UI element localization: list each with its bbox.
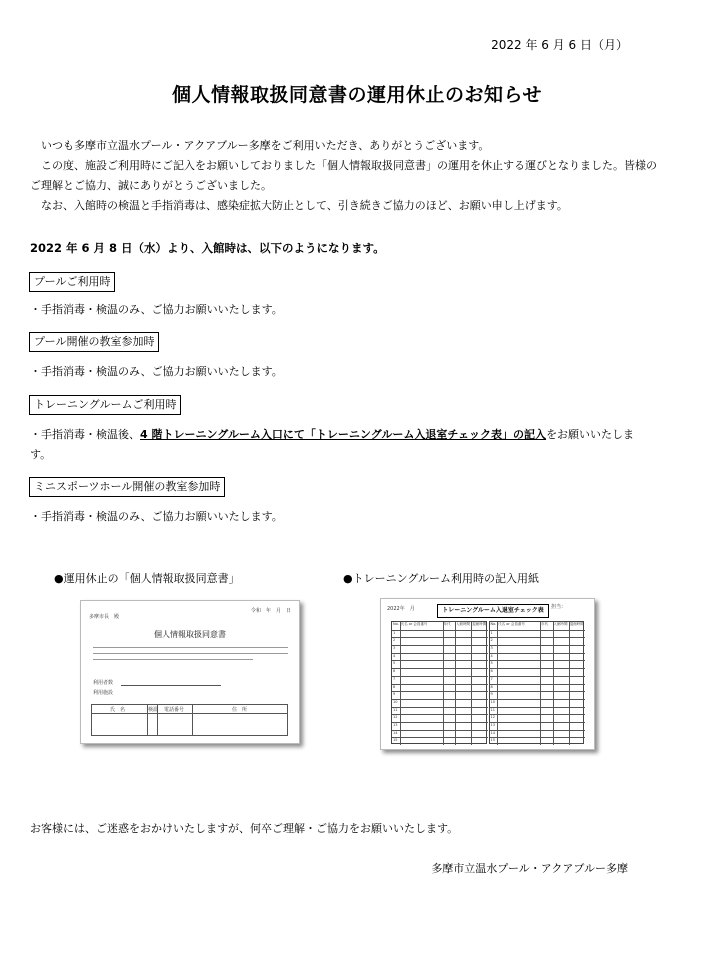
footer-message: お客様には、ご迷惑をおかけいたしますが、何卒ご理解・ご協力をお願いいたします。 [30, 822, 459, 835]
checkin-sheet-row-number: 9 [393, 692, 396, 697]
checkin-sheet-side [391, 621, 487, 744]
consent-form-row-2: 利用施設 [93, 690, 114, 696]
checkin-sheet-row-number: 11 [393, 707, 398, 712]
training-text-pre: ・手指消毒・検温後、 [30, 428, 140, 441]
notice-date: 2022 年 6 月 6 日（月） [491, 38, 628, 52]
consent-form-image [80, 600, 300, 744]
checkin-sheet-row-number: 7 [393, 676, 396, 681]
left-figure-caption: ●運用休止の「個人情報取扱同意書」 [54, 572, 240, 585]
checkin-sheet-row-number: 5 [490, 661, 493, 666]
checkin-sheet-row-number: 7 [490, 676, 493, 681]
checkin-sheet-row-number: 12 [393, 715, 398, 720]
section-text-pool: ・手指消毒・検温のみ、ご協力お願いいたします。 [30, 303, 283, 316]
checkin-sheet-grid [391, 621, 586, 744]
checkin-sheet-col-header: 氏名 or 会員番号 [400, 622, 428, 626]
checkin-sheet-row-number: 1 [490, 630, 493, 635]
section-heading-pool: プールご利用時 [29, 272, 115, 292]
checkin-sheet-row-number: 4 [393, 653, 396, 658]
checkin-sheet-row-number: 1 [393, 630, 396, 635]
checkin-sheet-row-number: 15 [490, 738, 495, 743]
footer-organization: 多摩市立温水プール・アクアブルー多摩 [431, 862, 628, 875]
right-figure-caption: ●トレーニングルーム利用時の記入用紙 [343, 572, 540, 585]
checkin-sheet-row-number: 14 [393, 730, 398, 735]
checkin-sheet-row-number: 11 [490, 707, 495, 712]
checkin-sheet-row-number: 3 [393, 646, 396, 651]
checkin-sheet-row-number: 4 [490, 653, 493, 658]
training-text-post: をお願いいたします。 [30, 428, 635, 461]
checkin-sheet-row-number: 13 [490, 722, 495, 727]
consent-form-to: 多摩市長 殿 [89, 614, 120, 620]
section-text-mini-sports-hall: ・手指消毒・検温のみ、ご協力お願いいたします。 [30, 510, 283, 523]
checkin-sheet-row-number: 15 [393, 738, 398, 743]
checkin-sheet-row-number: 10 [490, 699, 495, 704]
section-heading-training-room: トレーニングルームご利用時 [29, 395, 181, 415]
checkin-sheet-row-number: 13 [393, 722, 398, 727]
checkin-sheet-title: トレーニングルーム入退室チェック表 [437, 604, 549, 618]
intro-text [30, 136, 660, 216]
checkin-sheet-col-header: 入館時間 [553, 622, 568, 626]
intro-paragraph-1: いつも多摩市立温水プール・アクアブルー多摩をご利用いただき、ありがとうございます。 [41, 139, 490, 152]
checkin-sheet-col-header: No. [393, 622, 399, 626]
section-text-training-room [30, 425, 650, 465]
section-text-pool-class: ・手指消毒・検温のみ、ご協力お願いいたします。 [30, 365, 283, 378]
consent-form-date: 令和 年 月 日 [251, 608, 292, 614]
checkin-sheet-row-number: 8 [490, 684, 493, 689]
checkin-sheet-col-header: 年代 [443, 622, 451, 626]
checkin-sheet-col-header: 年代 [541, 622, 549, 626]
checkin-sheet-row-number: 9 [490, 692, 493, 697]
checkin-sheet-col-header: No. [490, 622, 497, 626]
checkin-sheet-col-header: 入館時間 [456, 622, 471, 626]
intro-paragraph-3: なお、入館時の検温と手指消毒は、感染症拡大防止として、引き続きご協力のほど、お願い申し上げます。 [41, 199, 568, 212]
intro-paragraph-2: この度、施設ご利用時にご記入をお願いしておりました「個人情報取扱同意書」の運用を休止する運びとなりました。皆様のご理解とご協力、誠にありがとうございました。 [30, 159, 657, 192]
checkin-sheet-col-header: 退館時間 [472, 622, 487, 626]
checkin-sheet-row-number: 6 [490, 669, 493, 674]
section-heading-pool-class: プール開催の教室参加時 [29, 332, 159, 352]
checkin-sheet-image [380, 598, 595, 750]
checkin-sheet-col-header: 退館時間 [569, 622, 584, 626]
checkin-sheet-row-number: 6 [393, 669, 396, 674]
checkin-sheet-row-number: 2 [490, 638, 493, 643]
checkin-sheet-side [489, 621, 585, 744]
page-title: 個人情報取扱同意書の運用休止のお知らせ [172, 84, 542, 106]
checkin-sheet-row-number: 2 [393, 638, 396, 643]
checkin-sheet-sign: 担当： [551, 604, 567, 610]
checkin-sheet-row-number: 3 [490, 646, 493, 651]
consent-form-title: 個人情報取扱同意書 [154, 630, 226, 639]
checkin-sheet-row-number: 14 [490, 730, 495, 735]
checkin-sheet-month: 2022年 月 [387, 606, 415, 612]
checkin-sheet-row-number: 12 [490, 715, 495, 720]
checkin-sheet-row-number: 8 [393, 684, 396, 689]
consent-form-row-1: 利用者数 [93, 680, 114, 686]
consent-form-table: 氏 名 検温 電話番号 住 所 [91, 704, 288, 736]
checkin-sheet-row-number: 10 [393, 699, 398, 704]
training-text-highlight: 4 階トレーニングルーム入口にて「トレーニングルーム入退室チェック表」の記入 [140, 428, 547, 441]
section-heading-mini-sports-hall: ミニスポーツホール開催の教室参加時 [29, 477, 225, 497]
checkin-sheet-row-number: 5 [393, 661, 396, 666]
effective-date-notice: 2022 年 6 月 8 日（水）より、入館時は、以下のようになります。 [30, 241, 385, 255]
checkin-sheet-col-header: 氏名 or 会員番号 [498, 622, 525, 626]
